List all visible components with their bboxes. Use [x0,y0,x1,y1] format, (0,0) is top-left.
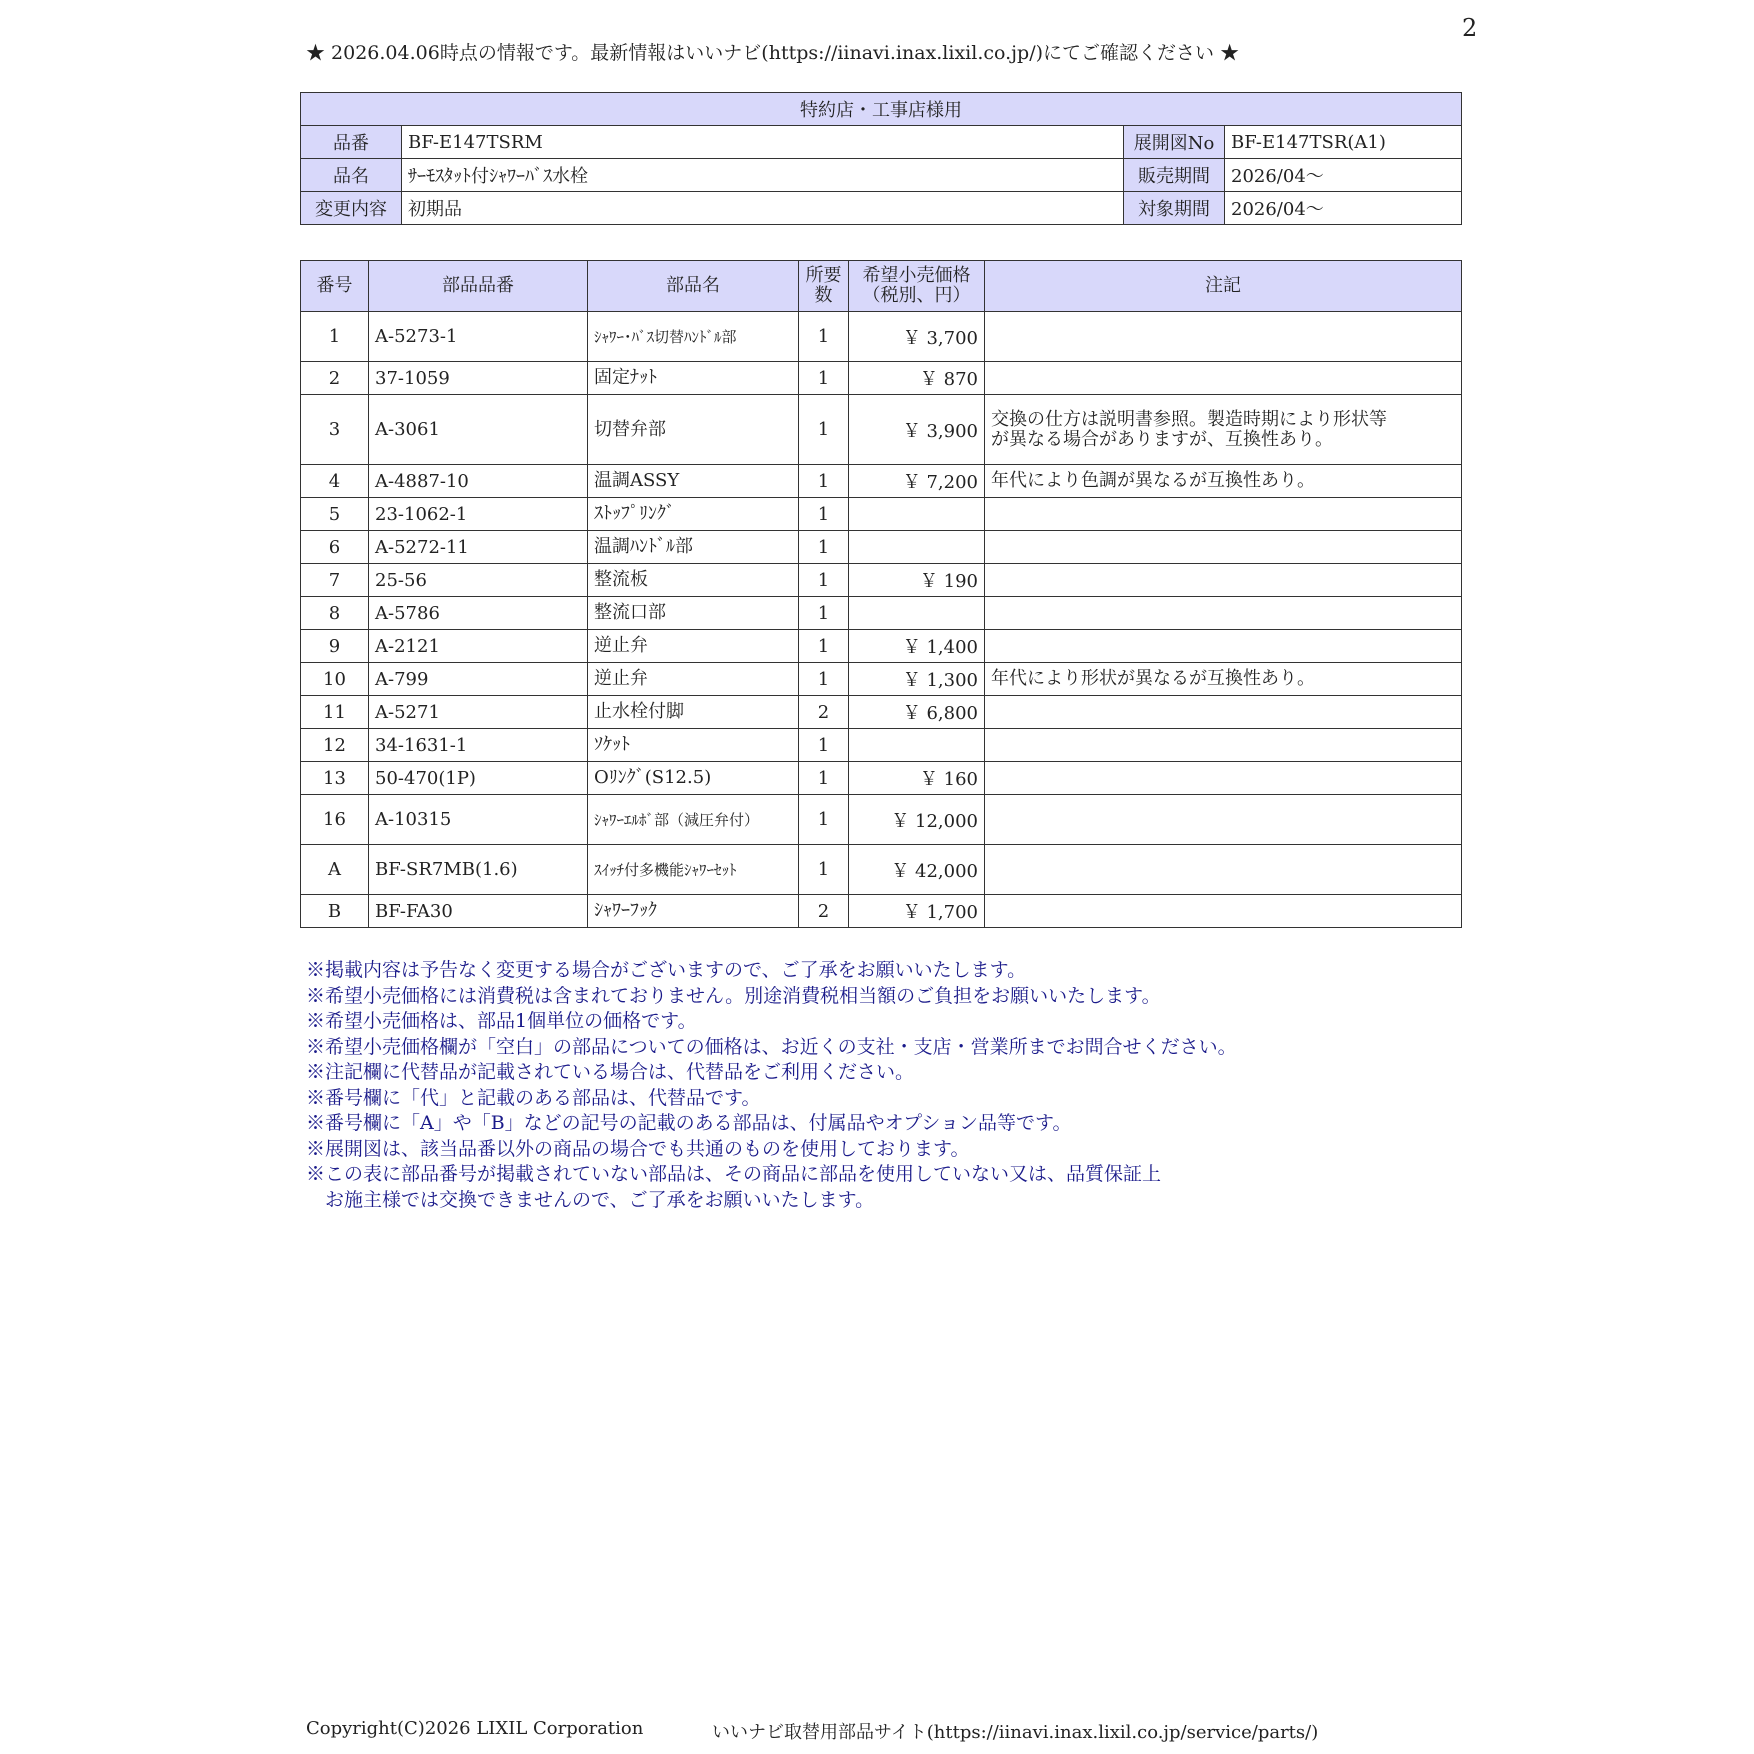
row-no: 9 [301,630,369,663]
row-note [985,895,1462,928]
row-price: ￥ 7,200 [849,465,985,498]
col-header-qty: 所要数 [799,261,849,312]
product-no: BF-E147TSRM [402,126,1124,159]
row-part-name: 逆止弁 [588,663,799,696]
row-price: ￥ 160 [849,762,985,795]
row-part-name: 逆止弁 [588,630,799,663]
note-line: ※注記欄に代替品が記載されている場合は、代替品をご利用ください。 [306,1061,915,1083]
row-part-name: ｼｬﾜｰ･ﾊﾞｽ切替ﾊﾝﾄﾞﾙ部 [588,312,799,362]
row-no: 16 [301,795,369,845]
table-row [301,395,1462,465]
table-row [301,465,1462,498]
row-no: 13 [301,762,369,795]
row-qty: 1 [799,531,849,564]
row-part-no: 37-1059 [369,362,588,395]
row-note: 年代により形状が異なるが互換性あり。 [985,663,1462,696]
sales-period: 2026/04～ [1225,159,1462,192]
row-part-no: A-5272-11 [369,531,588,564]
row-qty: 1 [799,498,849,531]
col-header-note: 注記 [985,261,1462,312]
row-part-no: BF-FA30 [369,895,588,928]
row-part-name: ｽﾄｯﾌﾟﾘﾝｸﾞ [588,498,799,531]
row-part-no: 25-56 [369,564,588,597]
row-qty: 2 [799,696,849,729]
row-qty: 1 [799,630,849,663]
table-row [301,663,1462,696]
row-note [985,762,1462,795]
row-price [849,498,985,531]
diagram-no-label: 展開図No [1124,126,1225,159]
diagram-no: BF-E147TSR(A1) [1225,126,1462,159]
row-part-name: 切替弁部 [588,395,799,465]
note-line: ※展開図は、該当品番以外の商品の場合でも共通のものを使用しております。 [306,1137,970,1160]
row-no: 12 [301,729,369,762]
table-row [301,597,1462,630]
note-line: ※番号欄に「代」と記載のある部品は、代替品です。 [306,1086,761,1109]
row-note: 交換の仕方は説明書参照。製造時期により形状等が異なる場合がありますが、互換性あり。 [985,395,1462,465]
row-part-name: 止水栓付脚 [588,696,799,729]
page-number: 2 [1462,14,1478,42]
table-row [301,795,1462,845]
row-qty: 1 [799,312,849,362]
product-header-table [300,92,1462,225]
row-no: 11 [301,696,369,729]
sales-period-label: 販売期間 [1124,159,1225,192]
row-price: ￥ 3,700 [849,312,985,362]
table-row [301,564,1462,597]
table-row [301,630,1462,663]
change-content: 初期品 [402,192,1124,225]
row-price [849,729,985,762]
row-part-no: A-10315 [369,795,588,845]
row-qty: 1 [799,795,849,845]
row-no: 1 [301,312,369,362]
row-note [985,630,1462,663]
table-row [301,696,1462,729]
row-part-name: ｽｲｯﾁ付多機能ｼｬﾜｰｾｯﾄ [588,845,799,895]
note-line: ※希望小売価格には消費税は含まれておりません。別途消費税相当額のご負担をお願いいたします。 [306,984,1161,1007]
row-no: 5 [301,498,369,531]
row-no: 7 [301,564,369,597]
row-part-no: 34-1631-1 [369,729,588,762]
row-note [985,498,1462,531]
row-part-no: A-5273-1 [369,312,588,362]
copyright: Copyright(C)2026 LIXIL Corporation [306,1718,644,1739]
row-note [985,729,1462,762]
row-part-no: BF-SR7MB(1.6) [369,845,588,895]
row-part-no: A-5271 [369,696,588,729]
table-row [301,498,1462,531]
row-note [985,696,1462,729]
row-note [985,312,1462,362]
row-qty: 1 [799,729,849,762]
row-part-no: 23-1062-1 [369,498,588,531]
row-price: ￥ 870 [849,362,985,395]
row-note: 年代により色調が異なるが互換性あり。 [985,465,1462,498]
row-qty: 1 [799,362,849,395]
notes-block [306,958,1237,1213]
row-part-name: ｿｹｯﾄ [588,729,799,762]
row-part-name: ｼｬﾜｰｴﾙﾎﾞ部（減圧弁付） [588,795,799,845]
row-part-no: A-4887-10 [369,465,588,498]
row-price [849,597,985,630]
row-part-name: 温調ASSY [588,465,799,498]
header-title: 特約店・工事店様用 [301,93,1462,126]
row-part-name: 固定ﾅｯﾄ [588,362,799,395]
parts-site-link[interactable]: いいナビ取替用部品サイト(https://iinavi.inax.lixil.co.jp/service/parts/) [712,1722,1319,1743]
row-part-name: 整流口部 [588,597,799,630]
product-name-label: 品名 [301,159,402,192]
row-price: ￥ 6,800 [849,696,985,729]
table-row [301,762,1462,795]
col-header-no: 番号 [301,261,369,312]
row-part-name: Oﾘﾝｸﾞ(S12.5) [588,762,799,795]
row-price: ￥ 190 [849,564,985,597]
row-no: 3 [301,395,369,465]
change-label: 変更内容 [301,192,402,225]
row-part-name: 整流板 [588,564,799,597]
note-line: お施主様では交換できませんので、ご了承をお願いいたします。 [306,1188,875,1211]
row-no: 10 [301,663,369,696]
row-no: 8 [301,597,369,630]
target-period: 2026/04～ [1225,192,1462,225]
note-line: ※希望小売価格欄が「空白」の部品についての価格は、お近くの支社・支店・営業所までお問合せください。 [306,1035,1237,1058]
row-note [985,597,1462,630]
row-qty: 1 [799,564,849,597]
row-part-no: A-2121 [369,630,588,663]
note-line: ※希望小売価格は、部品1個単位の価格です。 [306,1010,697,1032]
row-part-no: A-3061 [369,395,588,465]
table-row [301,362,1462,395]
target-period-label: 対象期間 [1124,192,1225,225]
table-row [301,531,1462,564]
info-notice: ★ 2026.04.06時点の情報です。最新情報はいいナビ(https://iinavi.inax.lixil.co.jp/)にてご確認ください ★ [306,42,1240,64]
row-part-no: A-5786 [369,597,588,630]
row-price [849,531,985,564]
row-part-name: 温調ﾊﾝﾄﾞﾙ部 [588,531,799,564]
row-qty: 1 [799,663,849,696]
note-line: ※この表に部品番号が掲載されていない部品は、その商品に部品を使用していない又は、品質保証上 [306,1163,1162,1185]
note-line: ※番号欄に「A」や「B」などの記号の記載のある部品は、付属品やオプション品等です。 [306,1112,1072,1134]
row-note [985,795,1462,845]
row-no: 2 [301,362,369,395]
row-note [985,845,1462,895]
row-price: ￥ 42,000 [849,845,985,895]
row-no: 4 [301,465,369,498]
product-no-label: 品番 [301,126,402,159]
row-price: ￥ 3,900 [849,395,985,465]
row-price: ￥ 1,700 [849,895,985,928]
product-name: ｻｰﾓｽﾀｯﾄ付ｼｬﾜｰﾊﾞｽ水栓 [402,159,1124,192]
row-qty: 1 [799,395,849,465]
row-part-no: 50-470(1P) [369,762,588,795]
table-row [301,312,1462,362]
row-qty: 1 [799,465,849,498]
row-part-name: ｼｬﾜｰﾌｯｸ [588,895,799,928]
col-header-part-no: 部品品番 [369,261,588,312]
table-row [301,845,1462,895]
row-price: ￥ 1,400 [849,630,985,663]
row-note [985,362,1462,395]
row-qty: 1 [799,762,849,795]
col-header-part-name: 部品名 [588,261,799,312]
table-row [301,895,1462,928]
row-note [985,564,1462,597]
note-line: ※掲載内容は予告なく変更する場合がございますので、ご了承をお願いいたします。 [306,959,1027,981]
table-row [301,729,1462,762]
parts-table [300,260,1462,928]
row-price: ￥ 12,000 [849,795,985,845]
row-note [985,531,1462,564]
row-qty: 1 [799,845,849,895]
row-no: A [301,845,369,895]
row-price: ￥ 1,300 [849,663,985,696]
row-no: 6 [301,531,369,564]
col-header-price: 希望小売価格（税別、円） [849,261,985,312]
row-qty: 1 [799,597,849,630]
row-part-no: A-799 [369,663,588,696]
row-no: B [301,895,369,928]
row-qty: 2 [799,895,849,928]
